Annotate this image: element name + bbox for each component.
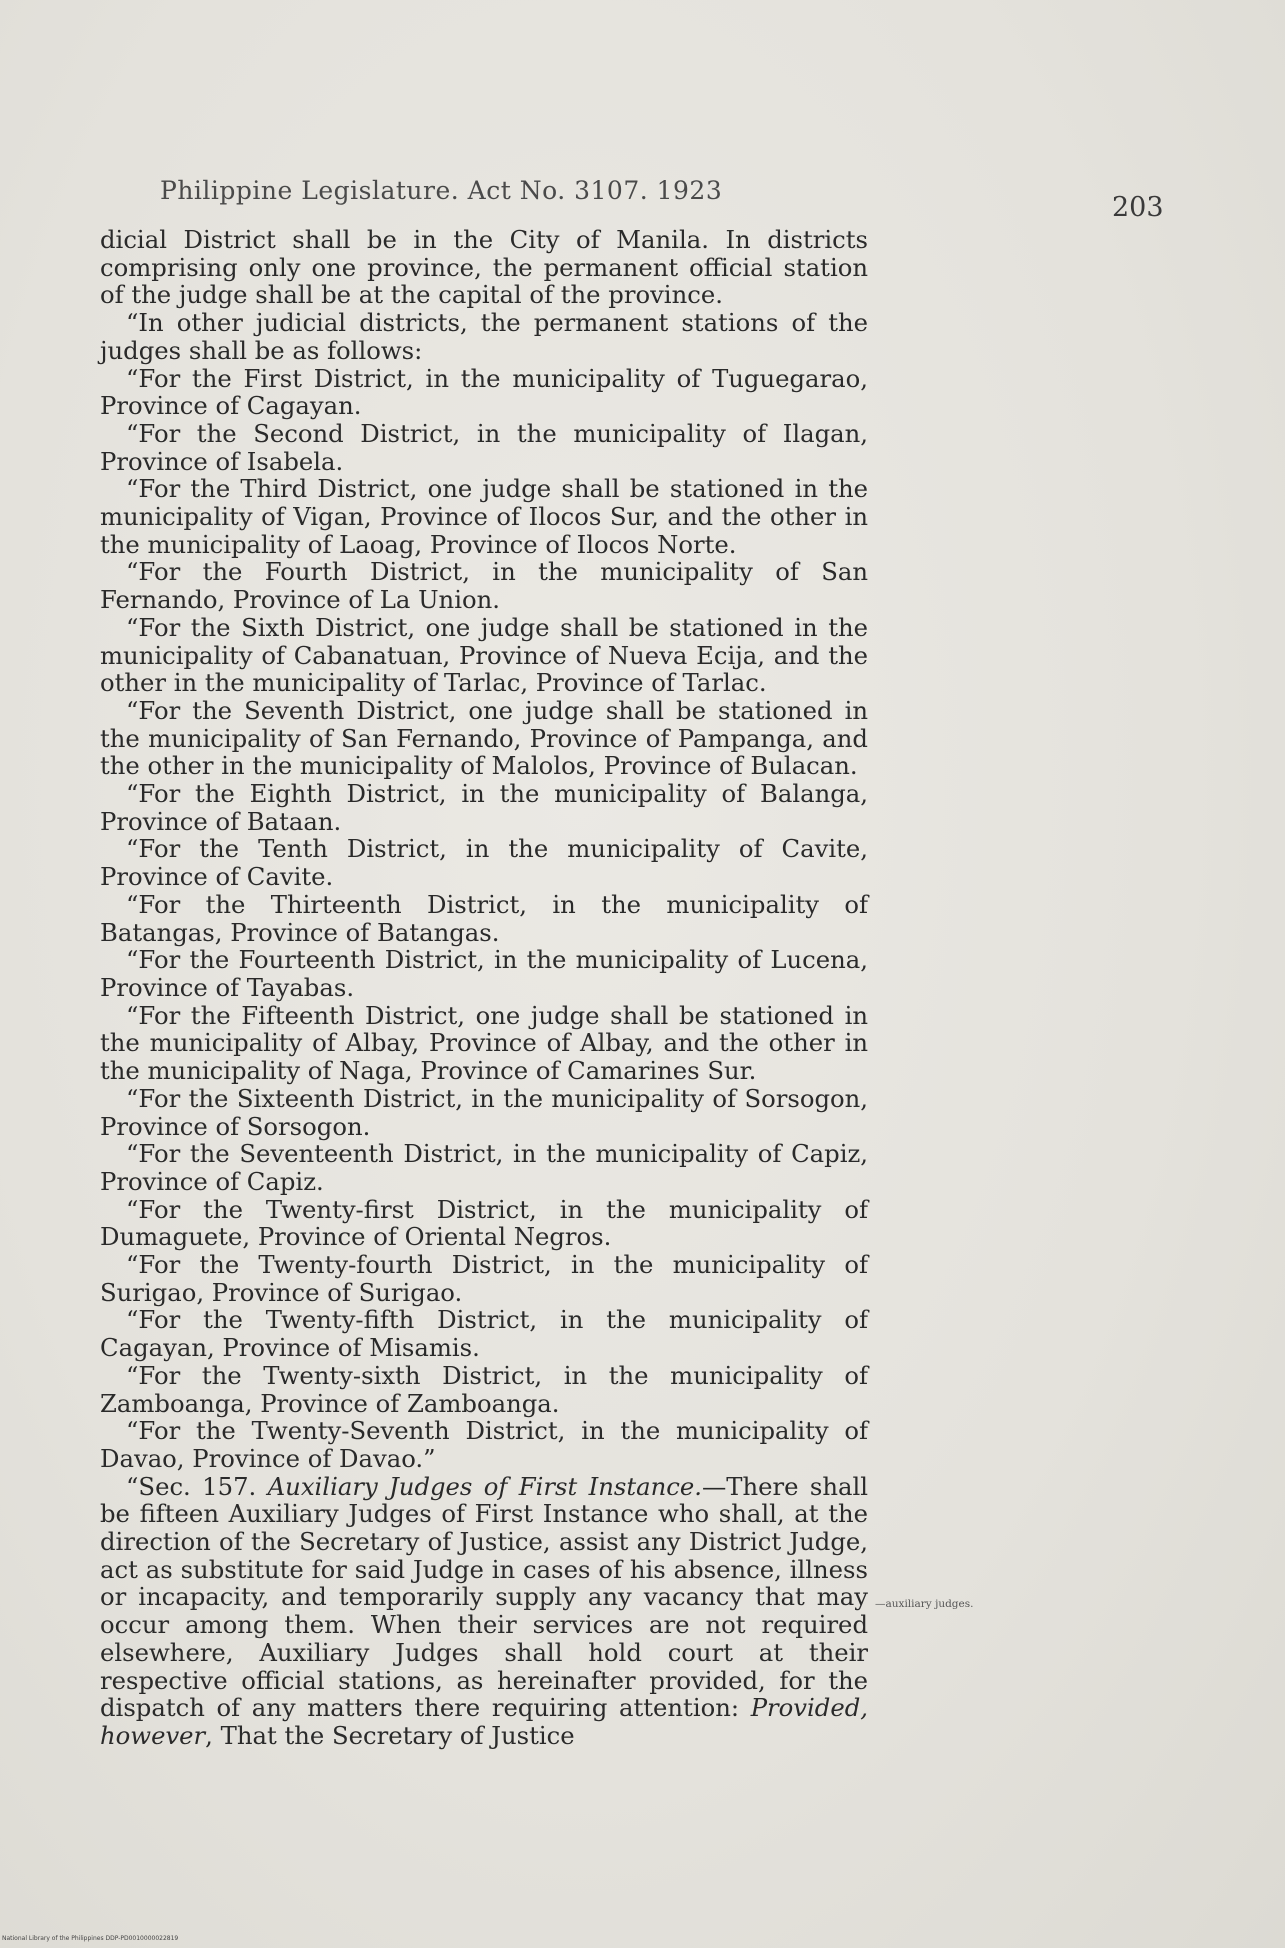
page-number: 203 — [1112, 192, 1164, 223]
paragraph: dicial District shall be in the City of Manila. In districts comprising only one province, the permanent official station of the judge shall be at the capital of the province. — [100, 225, 868, 310]
paragraph: “For the Seventh District, one judge shall be stationed in the municipality of San Fernando, Province of Pampanga, and the other in the municipality of Malolos, Province of Bulacan. — [100, 695, 868, 781]
paragraph: “In other judicial districts, the permanent stations of the judges shall be as follows: — [100, 308, 868, 365]
paragraph: “For the Sixteenth District, in the municipality of Sorsogon, Province of Sorsogon. — [100, 1083, 868, 1141]
paragraph: “For the Seventeenth District, in the municipality of Capiz, Province of Capiz. — [100, 1139, 868, 1196]
paragraph: “For the Twenty-Seventh District, in the municipality of Davao, Province of Davao.” — [100, 1416, 868, 1473]
paragraph: “For the Second District, in the municipality of Ilagan, Province of Isabela. — [100, 418, 868, 476]
paragraph: “For the Tenth District, in the municipality of Cavite, Province of Cavite. — [100, 834, 868, 892]
section-heading: Auxiliary Judges of First Instance. — [267, 1471, 702, 1501]
section-text-end: , That the Secretary of Justice — [205, 1720, 575, 1750]
paragraph: “For the First District, in the municipality of Tuguegarao, Province of Cagayan. — [100, 363, 868, 421]
section-157-paragraph — [100, 1473, 868, 1750]
body-text — [100, 226, 868, 1750]
paragraph: “For the Twenty-fifth District, in the municipality of Cagayan, Province of Misamis. — [100, 1305, 868, 1363]
footer-credit: National Library of the Philippines DDP-PD0010000022819 — [2, 1935, 179, 1942]
margin-note: —auxiliary judges. — [875, 1598, 974, 1610]
paragraph: “For the Twenty-first District, in the municipality of Dumaguete, Province of Oriental Negros. — [100, 1194, 868, 1252]
paragraph: “For the Twenty-fourth District, in the municipality of Surigao, Province of Surigao. — [100, 1250, 868, 1307]
paragraph: “For the Eighth District, in the municipality of Balanga, Province of Bataan. — [100, 779, 868, 836]
paragraph: “For the Third District, one judge shall be stationed in the municipality of Vigan, Province of Ilocos Sur, and the other in the municipality of Laoag, Province of Ilocos Norte. — [100, 474, 868, 559]
paragraph: “For the Twenty-sixth District, in the municipality of Zamboanga, Province of Zamboanga. — [100, 1360, 868, 1418]
paragraph: “For the Thirteenth District, in the municipality of Batangas, Province of Batangas. — [100, 889, 868, 947]
paragraph: “For the Sixth District, one judge shall be stationed in the municipality of Cabanatuan, Province of Nueva Ecija, and the other in the municipality of Tarlac, Province of Tarlac. — [100, 612, 868, 698]
section-text: —There shall be fifteen Auxiliary Judges of First Instance who shall, at the direction of the Secretary of Justice, assist any District Judge, act as substitute for said Judge in cases of his absence, illness or incapacity, and temporarily supply any vacancy that may occur among them. When their services are not required elsewhere, Auxiliary Judges shall hold court at their respective official stations, as hereinafter provided, for the dispatch of any matters there requiring attention: — [100, 1471, 868, 1723]
paragraph: “For the Fourteenth District, in the municipality of Lucena, Province of Tayabas. — [100, 945, 868, 1002]
paragraph: “For the Fifteenth District, one judge shall be stationed in the municipality of Albay, Province of Albay, and the other in the municipality of Naga, Province of Camarines Sur. — [100, 1000, 868, 1086]
paragraph: “For the Fourth District, in the municipality of San Fernando, Province of La Union. — [100, 557, 868, 615]
proviso: Provided, however — [100, 1693, 868, 1750]
section-lead: “Sec. 157. — [126, 1471, 268, 1501]
running-header: Philippine Legislature. Act No. 3107. 1923 — [160, 176, 723, 205]
